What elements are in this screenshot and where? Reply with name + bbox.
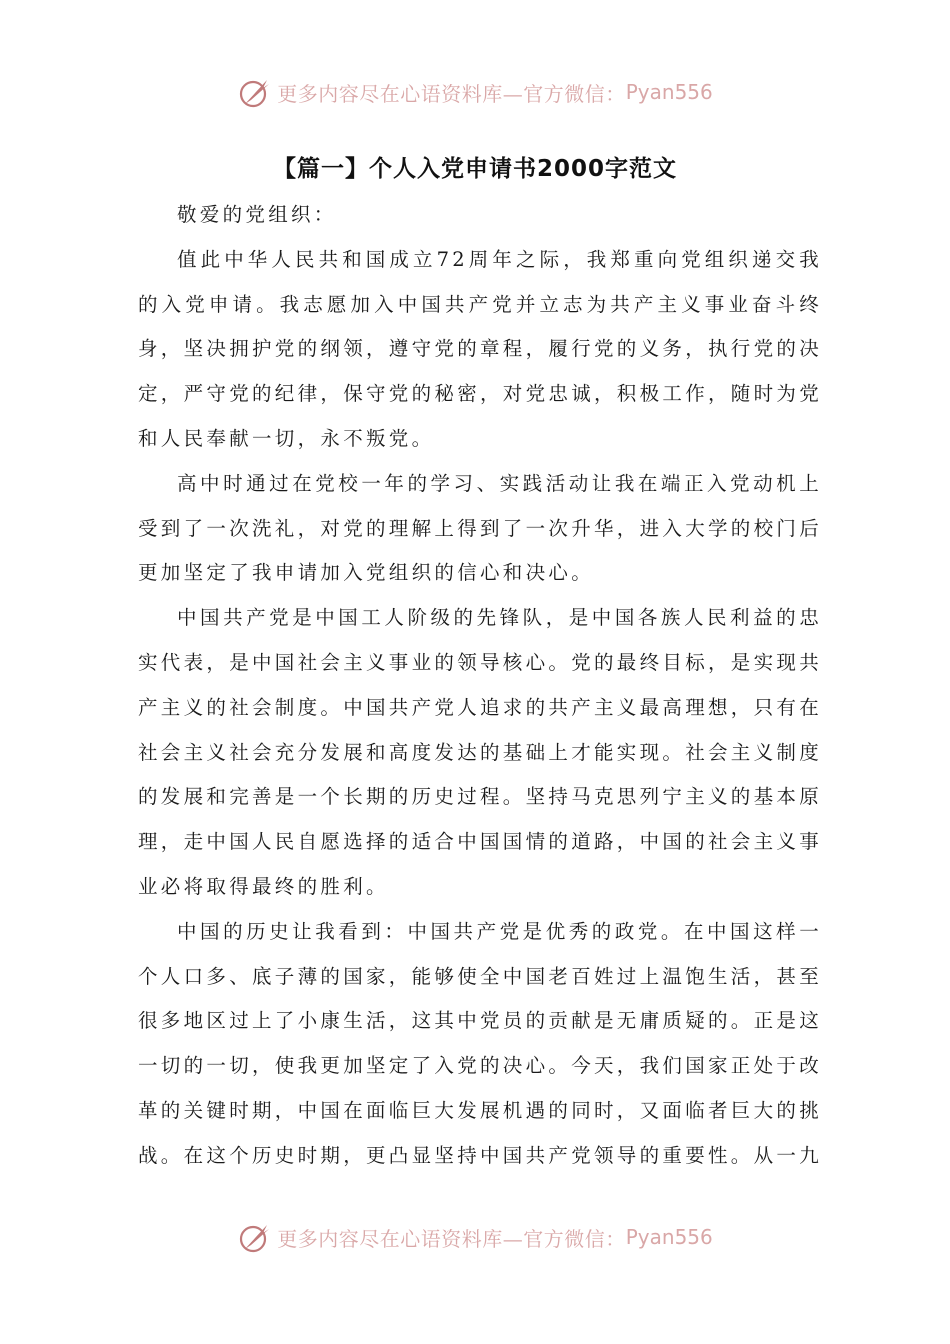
salutation: 敬爱的党组织： bbox=[177, 203, 337, 226]
banner-wechat-id: Pyan556 bbox=[625, 80, 713, 104]
paragraph: 值此中华人民共和国成立72周年之际，我郑重向党组织递交我的入党申请。我志愿加入中国共产党并立志为共产主义事业奋斗终身，坚决拥护党的纲领，遵守党的章程，履行党的义务，执行党的决定，严守党的纪律，保守党的秘密，对党忠诚，积极工作，随时为党和人民奉献一切，永不叛党。 bbox=[138, 247, 823, 450]
banner-wechat-id: Pyan556 bbox=[625, 1225, 713, 1249]
document-body bbox=[138, 193, 822, 1179]
paragraph: 中国共产党是中国工人阶级的先锋队，是中国各族人民利益的忠实代表，是中国社会主义事业的领导核心。党的最终目标，是实现共产主义的社会制度。中国共产党人追求的共产主义最高理想，只有在社会主义社会充分发展和高度发达的基础上才能实现。社会主义制度的发展和完善是一个长期的历史过程。坚持马克思列宁主义的基本原理，走中国人民自愿选择的适合中国国情的道路，中国的社会主义事业必将取得最终的胜利。 bbox=[138, 606, 823, 898]
banner-text: 更多内容尽在心语资料库—官方微信： bbox=[277, 1226, 626, 1251]
quill-logo-icon bbox=[237, 74, 273, 110]
paragraph: 高中时通过在党校一年的学习、实践活动让我在端正入党动机上受到了一次洗礼，对党的理解上得到了一次升华，进入大学的校门后更加坚定了我申请加入党组织的信心和决心。 bbox=[138, 471, 823, 585]
banner-text: 更多内容尽在心语资料库—官方微信： bbox=[277, 81, 626, 106]
quill-logo-icon bbox=[237, 1219, 273, 1255]
document-title: 【篇一】个人入党申请书2000字范文 bbox=[272, 156, 677, 182]
footer-watermark bbox=[0, 1217, 950, 1257]
paragraph: 中国的历史让我看到：中国共产党是优秀的政党。在中国这样一个人口多、底子薄的国家，能够使全中国老百姓过上温饱生活，甚至很多地区过上了小康生活，这其中党员的贡献是无庸质疑的。正是这一切的一切，使我更加坚定了入党的决心。今天，我们国家正处于改革的关键时期，中国在面临巨大发展机遇的同时，又面临者巨大的挑战。在这个历史时期，更凸显坚持中国共产党领导的重要性。从一九 bbox=[138, 919, 823, 1167]
header-watermark bbox=[0, 72, 950, 112]
